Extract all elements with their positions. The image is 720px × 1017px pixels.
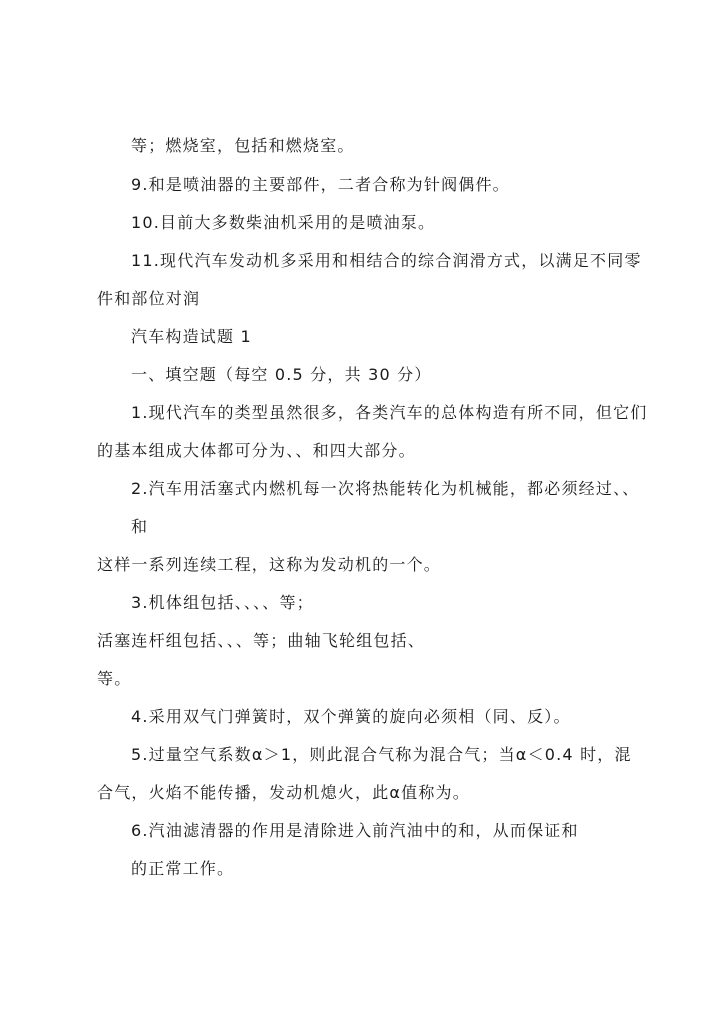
text-line-8: 1.现代汽车的类型虽然很多，各类汽车的总体构造有所不同，但它们 bbox=[131, 403, 648, 422]
section-heading: 一、填空题（每空 0.5 分，共 30 分） bbox=[131, 365, 432, 384]
text-line-11: 和 bbox=[131, 517, 149, 536]
text-line-2: 9.和是喷油器的主要部件，二者合称为针阀偶件。 bbox=[131, 175, 510, 194]
section-title: 汽车构造试题 1 bbox=[131, 327, 252, 346]
text-line-3: 10.目前大多数柴油机采用的是喷油泵。 bbox=[131, 213, 436, 232]
text-line-19: 6.汽油滤清器的作用是清除进入前汽油中的和，从而保证和 bbox=[131, 821, 579, 840]
text-line-15: 等。 bbox=[97, 669, 132, 688]
text-line-5: 件和部位对润 bbox=[97, 289, 201, 308]
text-line-9: 的基本组成大体都可分为、、和四大部分。 bbox=[97, 441, 416, 460]
text-line-14: 活塞连杆组包括、、、等；曲轴飞轮组包括、 bbox=[97, 631, 426, 650]
text-line-18: 合气，火焰不能传播，发动机熄火，此α值称为。 bbox=[97, 783, 470, 802]
text-line-10: 2.汽车用活塞式内燃机每一次将热能转化为机械能，都必须经过、、 bbox=[131, 479, 640, 498]
text-line-16: 4.采用双气门弹簧时，双个弹簧的旋向必须相（同、反）。 bbox=[131, 707, 571, 726]
text-line-4: 11.现代汽车发动机多采用和相结合的综合润滑方式，以满足不同零 bbox=[131, 251, 642, 270]
text-line-12: 这样一系列连续工程，这称为发动机的一个。 bbox=[97, 555, 442, 574]
text-line-20: 的正常工作。 bbox=[131, 859, 235, 878]
text-line-17: 5.过量空气系数α＞1，则此混合气称为混合气；当α＜0.4 时，混 bbox=[131, 745, 632, 764]
text-line-13: 3.机体组包括、、、、等； bbox=[131, 593, 314, 612]
text-line-1: 等；燃烧室，包括和燃烧室。 bbox=[131, 136, 355, 155]
